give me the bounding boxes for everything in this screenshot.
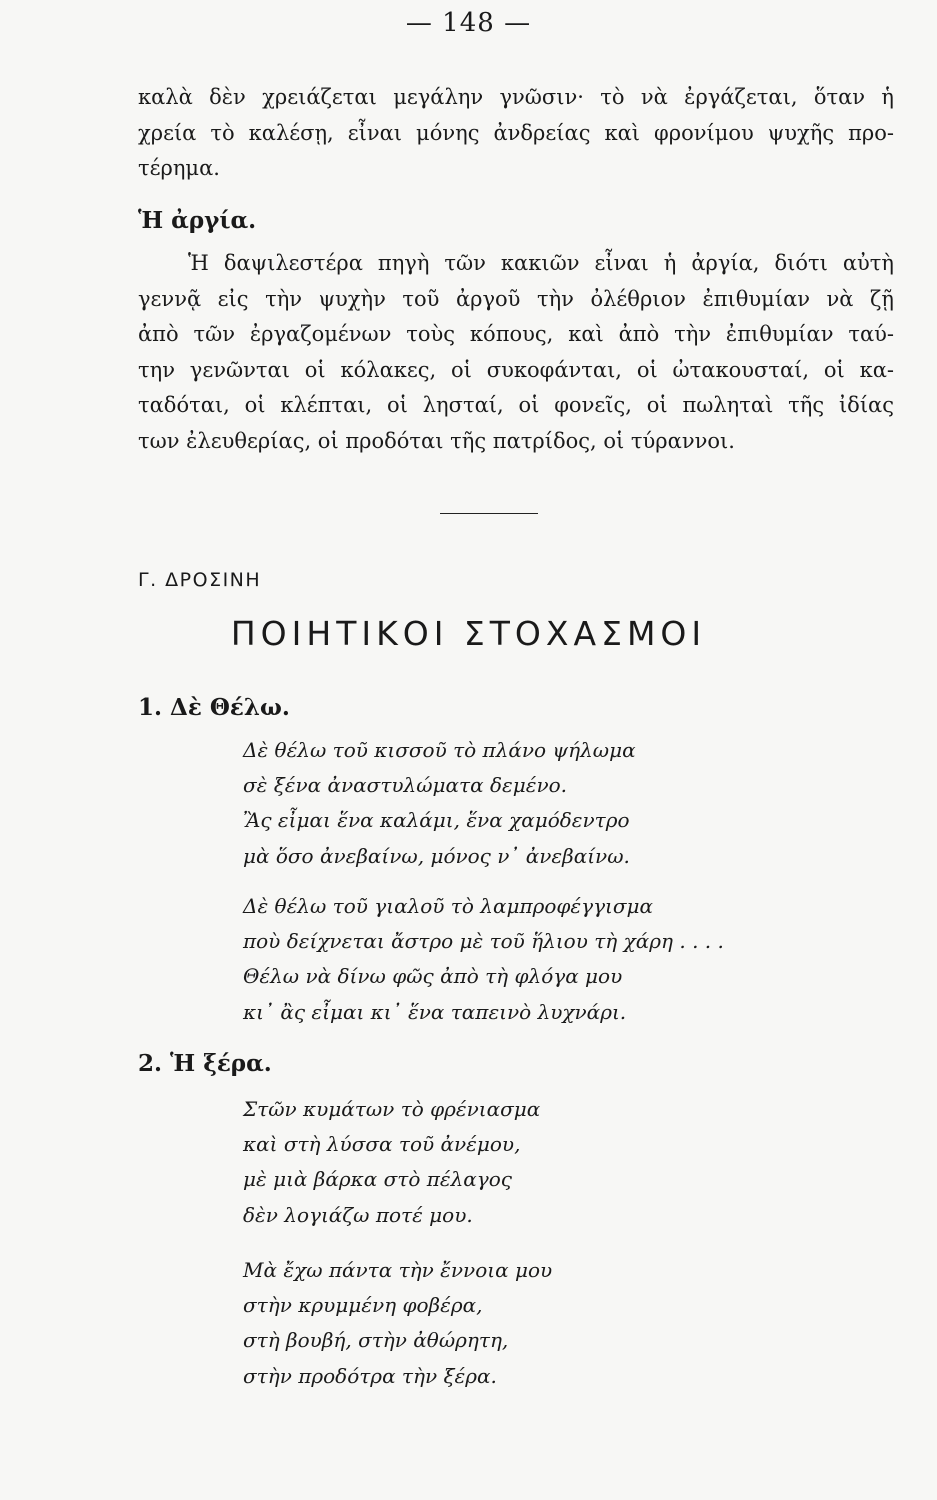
section-line: την γενῶνται οἱ κόλακες, οἱ συκοφάνται, οἱ ὠτακουσταί, οἱ κα- — [138, 357, 894, 382]
poem-line: ποὺ δείχνεται ἄστρο μὲ τοῦ ἥλιου τὴ χάρη . . . . — [243, 929, 724, 954]
poem-stanza — [243, 733, 636, 874]
section-line: ταδόται, οἱ κλέπται, οἱ λησταί, οἱ φονεῖς, οἱ πωληταὶ τῆς ἰδίας — [138, 393, 894, 417]
poem-line: Μὰ ἔχω πάντα τὴν ἔννοια μου — [243, 1258, 553, 1282]
poem-line: δὲν λογιάζω ποτέ μου. — [243, 1202, 473, 1227]
poem-line: κι᾽ ἂς εἶμαι κι᾽ ἕνα ταπεινὸ λυχνάρι. — [243, 999, 627, 1024]
poem-line: μὰ ὅσο ἀνεβαίνω, μόνος ν᾽ ἀνεβαίνω. — [243, 843, 630, 868]
poem-line: Ἂς εἶμαι ἕνα καλάμι, ἕνα χαμόδεντρο — [243, 808, 630, 833]
poem-stanza — [243, 889, 724, 1030]
poem-heading: 2. Ἡ ξέρα. — [138, 1050, 272, 1077]
poem-line: στὴν προδότρα τὴν ξέρα. — [243, 1363, 497, 1388]
poem-line: Στῶν κυμάτων τὸ φρένιασμα — [243, 1097, 541, 1121]
section-line: ἀπὸ τῶν ἐργαζομένων τοὺς κόπους, καὶ ἀπὸ τὴν ἐπιθυμίαν ταύ- — [138, 322, 894, 346]
poem-line: σὲ ξένα ἀναστυλώματα δεμένο. — [243, 773, 568, 798]
page-number: — 148 — — [405, 8, 532, 38]
poem-line: στὴ βουβή, στὴν ἀθώρητη, — [243, 1328, 509, 1353]
poem-line: Δὲ θέλω τοῦ γιαλοῦ τὸ λαμπροφέγγισμα — [243, 894, 654, 918]
section-divider — [440, 513, 538, 514]
section-heading: Ἡ ἀργία. — [138, 207, 257, 234]
intro-line: χρεία τὸ καλέσῃ, εἶναι μόνης ἀνδρείας καὶ φρονίμου ψυχῆς προ- — [138, 120, 894, 145]
section-paragraph — [138, 246, 894, 459]
poem-line: μὲ μιὰ βάρκα στὸ πέλαγος — [243, 1167, 512, 1192]
section-line: των ἐλευθερίας, οἱ προδόται τῆς πατρίδος, οἱ τύραννοι. — [138, 428, 735, 453]
intro-line: καλὰ δὲν χρειάζεται μεγάλην γνῶσιν· τὸ νὰ ἐργάζεται, ὅταν ἡ — [138, 85, 894, 109]
poem-collection-title: ΠΟΙΗΤΙΚΟΙ ΣΤΟΧΑΣΜΟΙ — [230, 614, 707, 653]
intro-paragraph — [138, 80, 894, 187]
poem-stanza — [243, 1092, 540, 1233]
poem-heading: 1. Δὲ Θέλω. — [138, 694, 290, 721]
poem-line: Δὲ θέλω τοῦ κισσοῦ τὸ πλάνο ψήλωμα — [243, 738, 636, 762]
poem-line: στὴν κρυμμένη φοβέρα, — [243, 1293, 483, 1318]
section-line: Ἡ δαψιλεστέρα πηγὴ τῶν κακιῶν εἶναι ἡ ἀργία, διότι αὐτὴ — [188, 251, 894, 275]
poem-line: Θέλω νὰ δίνω φῶς ἀπὸ τὴ φλόγα μου — [243, 964, 623, 989]
poem-line: καὶ στὴ λύσσα τοῦ ἀνέμου, — [243, 1132, 521, 1157]
intro-line: τέρημα. — [138, 156, 220, 180]
author-name: Γ. ΔΡΟΣΙΝΗ — [138, 569, 262, 591]
poem-stanza — [243, 1253, 552, 1394]
section-line: γεννᾷ εἰς τὴν ψυχὴν τοῦ ἀργοῦ τὴν ὀλέθριον ἐπιθυμίαν νὰ ζῇ — [138, 286, 894, 311]
